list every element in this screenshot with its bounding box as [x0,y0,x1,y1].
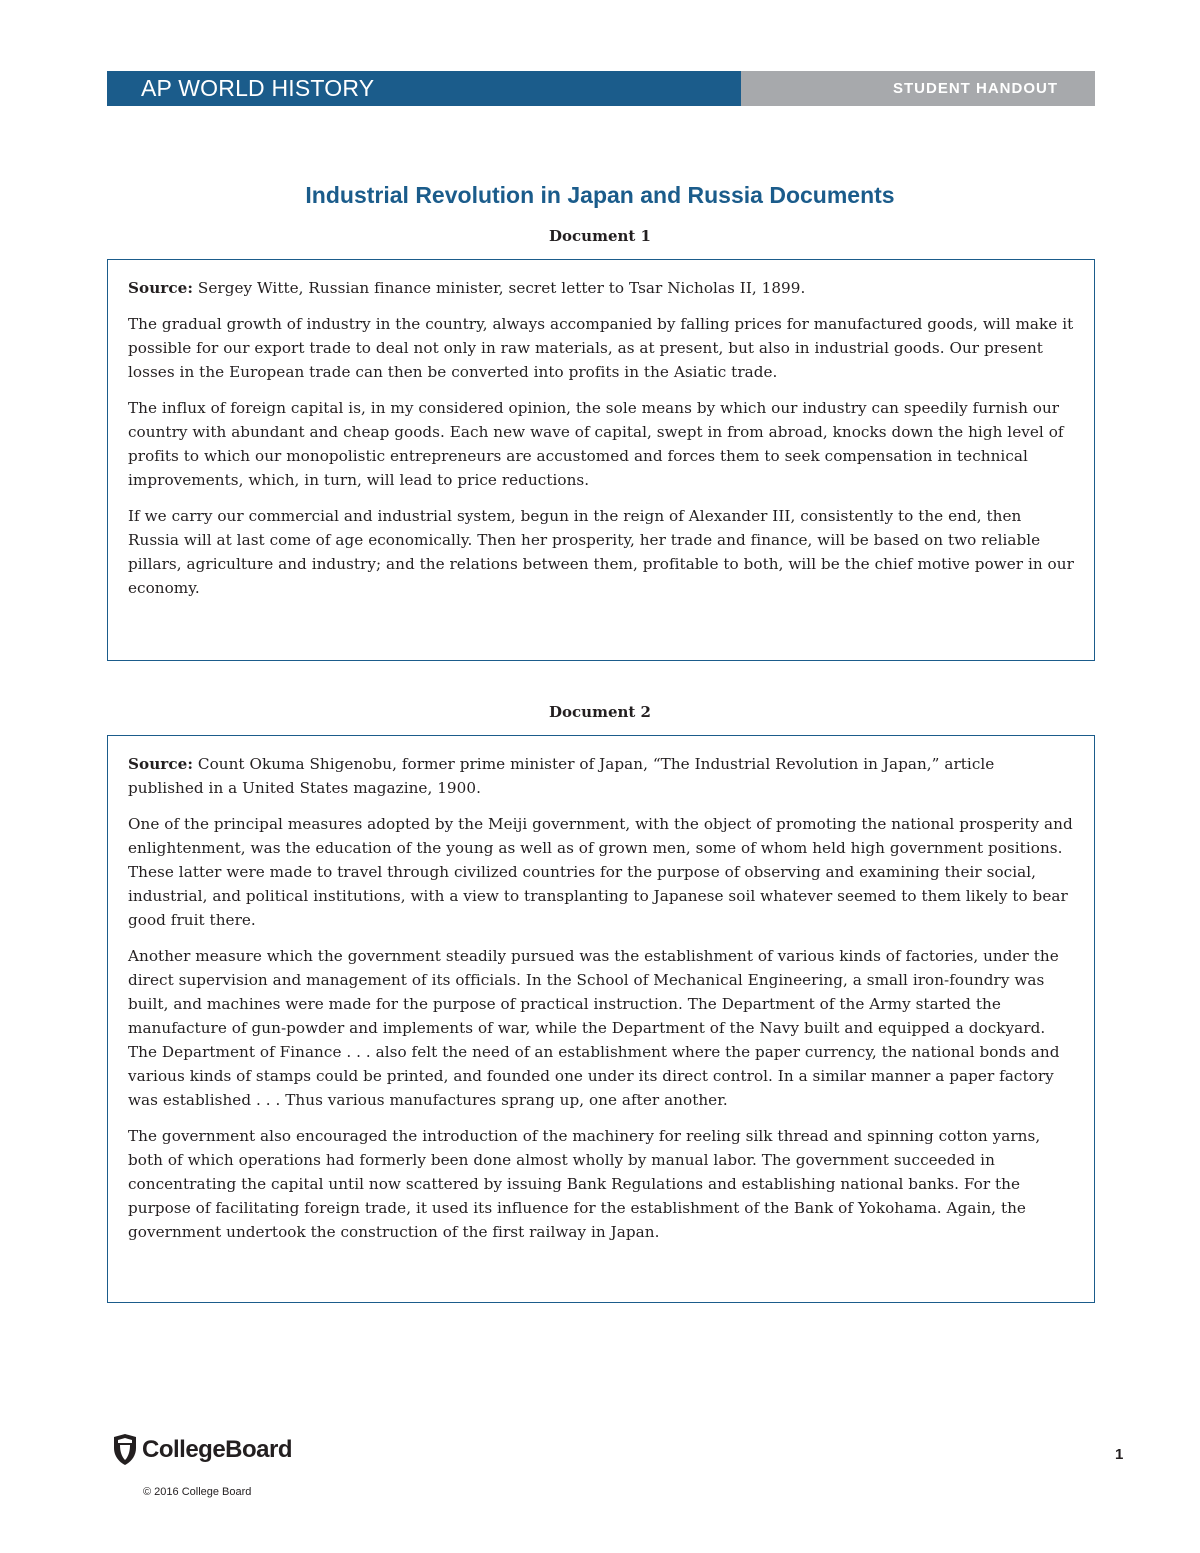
header-bar [107,71,1095,106]
document-1-paragraph: The gradual growth of industry in the country, always accompanied by falling prices for manufactured goods, will make it possible for our export trade to deal not only in raw materials, as at present, but also in industrial goods. Our present losses in the European trade can then be converted into profits in the Asiatic trade. [128,315,1074,381]
source-text: Sergey Witte, Russian finance minister, secret letter to Tsar Nicholas II, 1899. [193,279,806,297]
document-1-heading: Document 1 [549,227,651,245]
source-label: Source: [128,755,194,773]
document-2-paragraph: The government also encouraged the introduction of the machinery for reeling silk thread and spinning cotton yarns, both of which operations had formerly been done almost wholly by manual labor. The government succeeded in concentrating the capital until now scattered by issuing Bank Regulations and establishing national banks. For the purpose of facilitating foreign trade, it used its influence for the establishment of the Bank of Yokohama. Again, the government undertook the construction of the first railway in Japan. [128,1127,1041,1241]
collegeboard-logo [112,1434,292,1466]
document-1-box [107,259,1095,661]
document-1-paragraph: If we carry our commercial and industrial system, begun in the reign of Alexander III, consistently to the end, then Russia will at last come of age economically. Then her prosperity, her trade and finance, will be based on two reliable pillars, agriculture and industry; and the relations between them, profitable to both, will be the chief motive power in our economy. [128,507,1074,597]
document-2-heading: Document 2 [549,703,651,721]
logo-text: CollegeBoard [142,1436,293,1463]
acorn-shield-icon [112,1434,138,1466]
page-number: 1 [1115,1446,1124,1463]
document-1-source [128,276,1074,300]
document-2-source [128,752,1074,800]
source-label: Source: [128,279,194,297]
course-title: AP WORLD HISTORY [107,71,741,106]
copyright-text: © 2016 College Board [143,1486,252,1498]
source-text: Count Okuma Shigenobu, former prime minister of Japan, “The Industrial Revolution in Japan,” article published in a United States magazine, 1900. [128,755,995,797]
handout-label: STUDENT HANDOUT [741,71,1095,106]
document-2-box [107,735,1095,1303]
document-2-paragraph: Another measure which the government steadily pursued was the establishment of various kinds of factories, under the direct supervision and management of its officials. In the School of Mechanical Engineering, a small iron-foundry was built, and machines were made for the purpose of practical instruction. The Department of the Army started the manufacture of gun-powder and implements of war, while the Department of the Navy built and equipped a dockyard. The Department of Finance . . . also felt the need of an establishment where the paper currency, the national bonds and various kinds of stamps could be printed, and founded one under its direct control. In a similar manner a paper factory was established . . . Thus various manufactures sprang up, one after another. [128,947,1060,1109]
document-2-paragraph: One of the principal measures adopted by the Meiji government, with the object of promoting the national prosperity and enlightenment, was the education of the young as well as of grown men, some of whom held high government positions. These latter were made to travel through civilized countries for the purpose of observing and examining their social, industrial, and political institutions, with a view to transplanting to Japanese soil whatever seemed to them likely to bear good fruit there. [128,815,1073,929]
page-title: Industrial Revolution in Japan and Russia Documents [305,182,895,208]
document-1-paragraph: The influx of foreign capital is, in my considered opinion, the sole means by which our industry can speedily furnish our country with abundant and cheap goods. Each new wave of capital, swept in from abroad, knocks down the high level of profits to which our monopolistic entrepreneurs are accustomed and forces them to seek compensation in technical improvements, which, in turn, will lead to price reductions. [128,399,1064,489]
